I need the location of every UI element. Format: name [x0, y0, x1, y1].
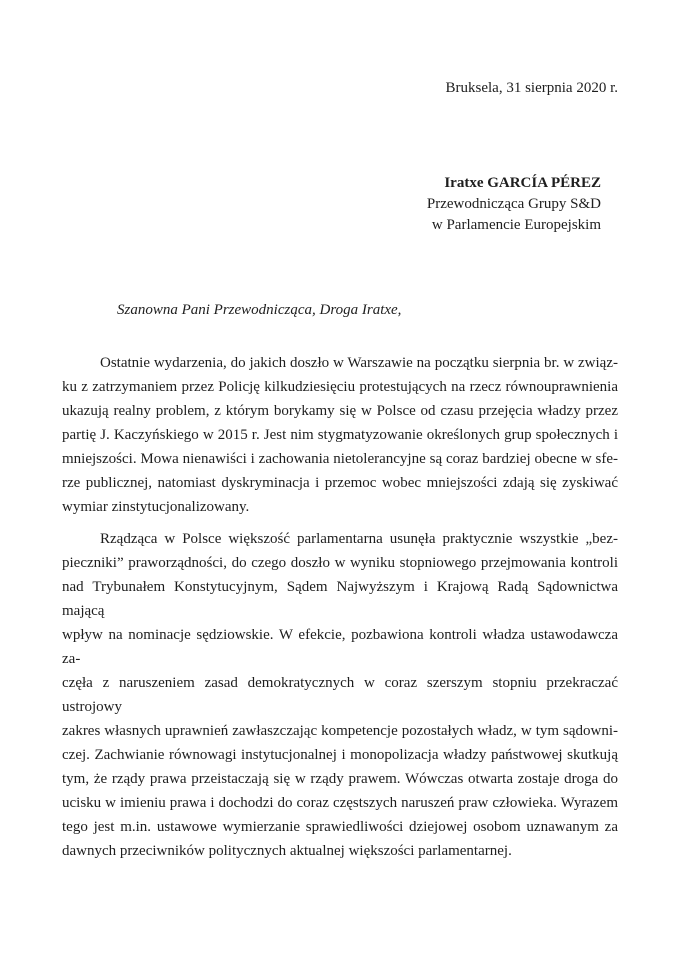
body-line: Ostatnie wydarzenia, do jakich doszło w Warszawie na początku sierpnia br. w związ-: [100, 355, 618, 371]
recipient-title: Przewodnicząca Grupy S&D: [426, 196, 601, 212]
paragraph-1: [62, 351, 618, 519]
recipient-name: Iratxe GARCÍA PÉREZ: [444, 175, 601, 191]
body-line: częła z naruszeniem zasad demokratycznych w coraz szerszym stopniu przekraczać ustrojowy: [62, 675, 618, 715]
body-line: wpływ na nominacje sędziowskie. W efekcie, pozbawiona kontroli władza ustawodawcza za-: [62, 627, 618, 667]
body-line: czej. Zachwianie równowagi instytucjonalnej i monopolizacja władzy państwowej skutkują: [62, 747, 618, 763]
body-line: nad Trybunałem Konstytucyjnym, Sądem Najwyższym i Krajową Radą Sądownictwa mającą: [62, 579, 618, 619]
body-line: rze publicznej, natomiast dyskryminacja i przemoc wobec mniejszości zdają się zyskiwać: [62, 475, 618, 491]
body-line: mniejszości. Mowa nienawiści i zachowania nietolerancyjne są coraz bardziej obecne w sfe-: [62, 451, 618, 467]
body-line: ucisku w imieniu prawa i dochodzi do coraz częstszych naruszeń praw człowieka. Wyrazem: [62, 795, 618, 811]
body-line: ukazują realny problem, z którym borykamy się w Polsce od czasu przejęcia władzy przez: [62, 403, 618, 419]
body-line: wymiar zinstytucjonalizowany.: [62, 499, 250, 515]
salutation: Szanowna Pani Przewodnicząca, Droga Iratxe,: [117, 302, 402, 318]
recipient-block: [62, 173, 618, 236]
paragraph-2: [62, 527, 618, 863]
date-line: Bruksela, 31 sierpnia 2020 r.: [445, 80, 618, 96]
body-line: zakres własnych uprawnień zawłaszczając kompetencje pozostałych władz, w tym sądowni-: [62, 723, 618, 739]
body-line: pieczniki” praworządności, do czego doszło w wyniku stopniowego przejmowania kontroli: [62, 555, 618, 571]
recipient-institution: w Parlamencie Europejskim: [431, 217, 601, 233]
body-line: tego jest m.in. ustawowe wymierzanie sprawiedliwości dziejowej osobom uznawanym za: [62, 819, 618, 835]
body-line: partię J. Kaczyńskiego w 2015 r. Jest nim stygmatyzowanie określonych grup społecznych i: [62, 427, 618, 443]
body-line: ku z zatrzymaniem przez Policję kilkudziesięciu protestujących na rzecz równouprawnienia: [62, 379, 618, 395]
body-line: Rządząca w Polsce większość parlamentarna usunęła praktycznie wszystkie „bez-: [100, 531, 618, 547]
body-line: tym, że rządy prawa przeistaczają się w rządy prawem. Wówczas otwarta zostaje droga do: [62, 771, 618, 787]
body-line: dawnych przeciwników politycznych aktualnej większości parlamentarnej.: [62, 843, 512, 859]
